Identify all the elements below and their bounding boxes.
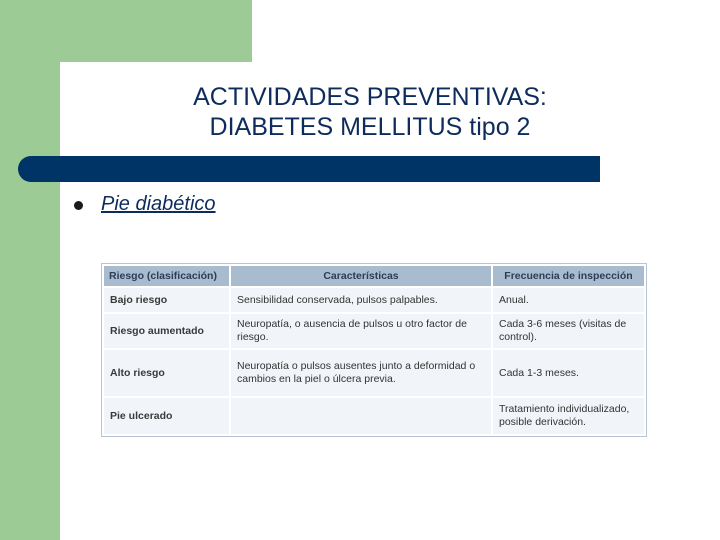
- cell-riesgo: Bajo riesgo: [103, 287, 230, 313]
- header-riesgo: Riesgo (clasificación): [103, 265, 230, 287]
- cell-riesgo: Pie ulcerado: [103, 397, 230, 435]
- cell-frecuencia: Tratamiento individualizado, posible derivación.: [492, 397, 645, 435]
- cell-riesgo: Alto riesgo: [103, 349, 230, 397]
- table-row: [103, 349, 645, 397]
- table-row: [103, 313, 645, 349]
- cell-frecuencia: Cada 3-6 meses (visitas de control).: [492, 313, 645, 349]
- cell-caracteristicas: [230, 397, 492, 435]
- cell-frecuencia: Cada 1-3 meses.: [492, 349, 645, 397]
- cell-frecuencia: Anual.: [492, 287, 645, 313]
- bullet-link[interactable]: Pie diabético: [101, 193, 216, 215]
- header-frecuencia: Frecuencia de inspección: [492, 265, 645, 287]
- header-caracteristicas: Características: [230, 265, 492, 287]
- title-line-1: ACTIVIDADES PREVENTIVAS:: [193, 83, 547, 111]
- bullet-dot-icon: [74, 201, 83, 210]
- cell-caracteristicas: Neuropatía o pulsos ausentes junto a deformidad o cambios en la piel o úlcera previa.: [230, 349, 492, 397]
- table-row: [103, 397, 645, 435]
- cell-riesgo: Riesgo aumentado: [103, 313, 230, 349]
- green-side-band: [0, 0, 60, 540]
- title-line-2: DIABETES MELLITUS tipo 2: [209, 113, 531, 141]
- cell-caracteristicas: Neuropatía, o ausencia de pulsos u otro factor de riesgo.: [230, 313, 492, 349]
- table-header-row: [103, 265, 645, 287]
- title-divider-bar: [18, 156, 600, 182]
- slide-title: [130, 82, 610, 142]
- green-top-band: [0, 0, 252, 62]
- cell-caracteristicas: Sensibilidad conservada, pulsos palpables.: [230, 287, 492, 313]
- table-row: [103, 287, 645, 313]
- risk-table: [102, 264, 646, 436]
